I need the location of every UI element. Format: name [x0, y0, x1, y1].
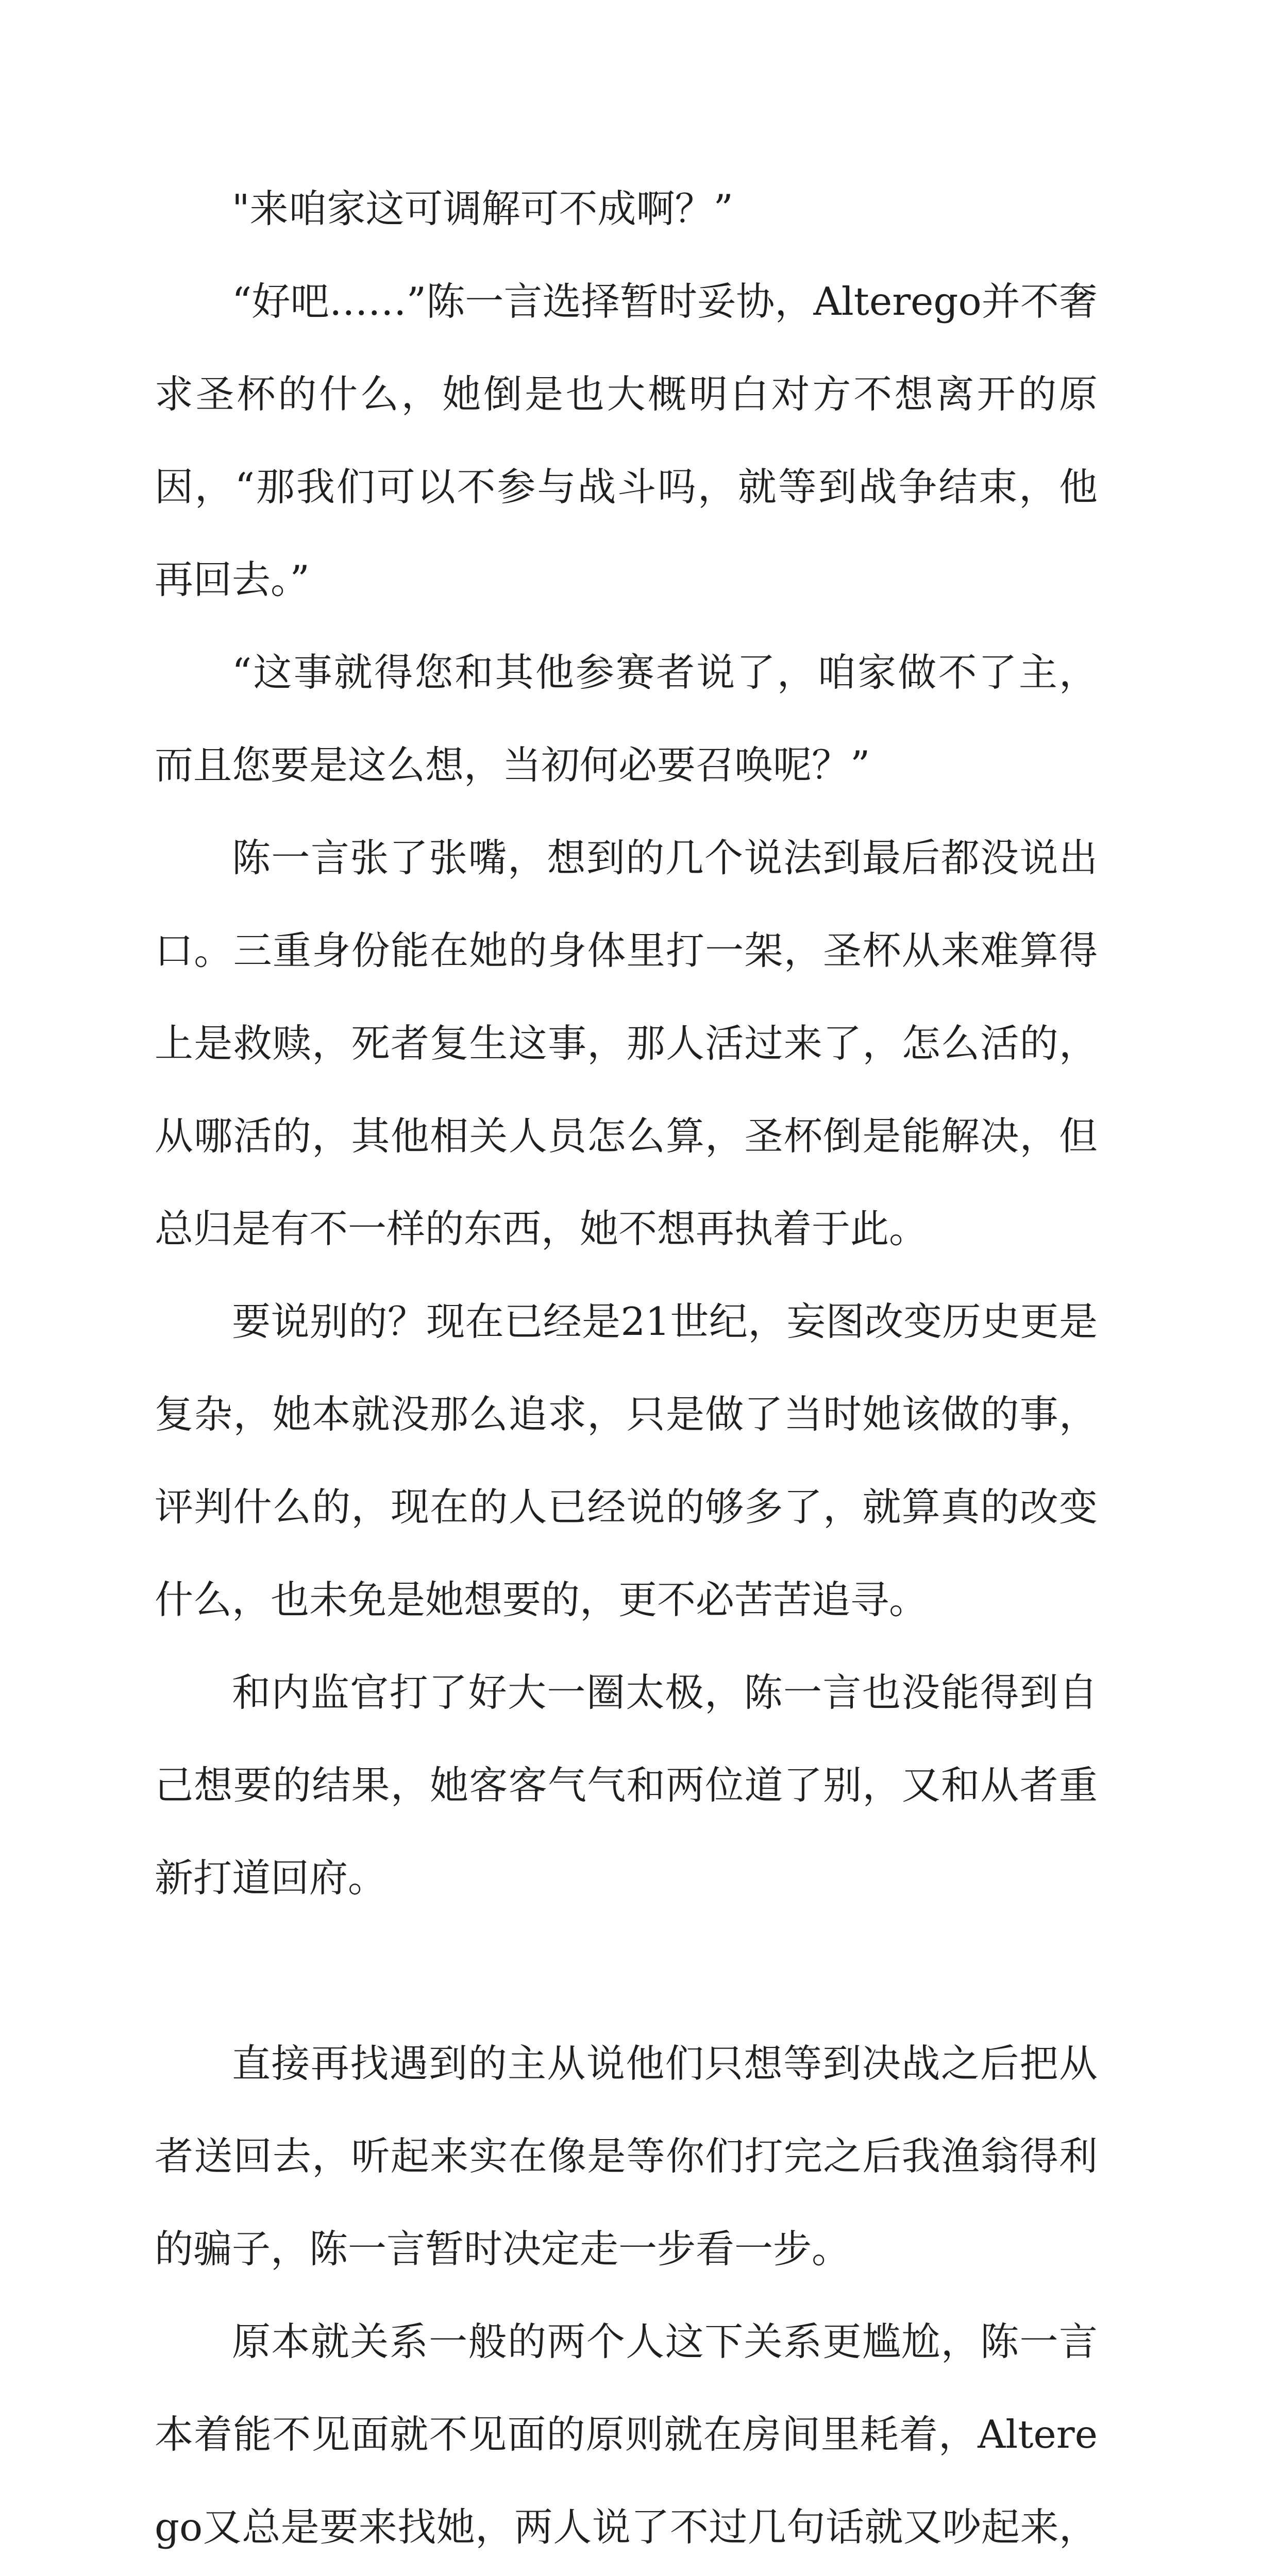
paragraph: 和内监官打了好大一圈太极，陈一言也没能得到自己想要的结果，她客客气气和两位道了别，又和从者重新打道回府。: [155, 1670, 1098, 1901]
paragraph: 直接再找遇到的主从说他们只想等到决战之后把从者送回去，听起来实在像是等你们打完之后我渔翁得利的骗子，陈一言暂时决定走一步看一步。: [155, 2041, 1098, 2272]
paragraph: 陈一言张了张嘴，想到的几个说法到最后都没说出口。三重身份能在她的身体里打一架，圣杯从来难算得上是救赎，死者复生这事，那人活过来了，怎么活的，从哪活的，其他相关人员怎么算，圣杯倒是能解决，但总归是有不一样的东西，她不想再执着于此。: [155, 835, 1098, 1251]
paragraph: “好吧……”陈一言选择暂时妥协，Alterego并不奢求圣杯的什么，她倒是也大概明白对方不想离开的原因，“那我们可以不参与战斗吗，就等到战争结束，他再回去。”: [155, 279, 1098, 602]
paragraph: 要说别的？现在已经是21世纪，妄图改变历史更是复杂，她本就没那么追求，只是做了当时她该做的事，评判什么的，现在的人已经说的够多了，就算真的改变什么，也未免是她想要的，更不必苦苦追寻。: [155, 1299, 1098, 1622]
article-body: [155, 162, 1098, 2576]
section-break: [155, 1924, 1098, 2017]
paragraph: 原本就关系一般的两个人这下关系更尴尬，陈一言本着能不见面就不见面的原则就在房间里耗着，Alterego又总是要来找她，两人说了不过几句话就又吵起来，: [155, 2319, 1098, 2550]
paragraph: “这事就得您和其他参赛者说了，咱家做不了主，而且您要是这么想，当初何必要召唤呢？”: [155, 650, 1098, 788]
paragraph: "来咱家这可调解可不成啊？”: [232, 186, 733, 231]
